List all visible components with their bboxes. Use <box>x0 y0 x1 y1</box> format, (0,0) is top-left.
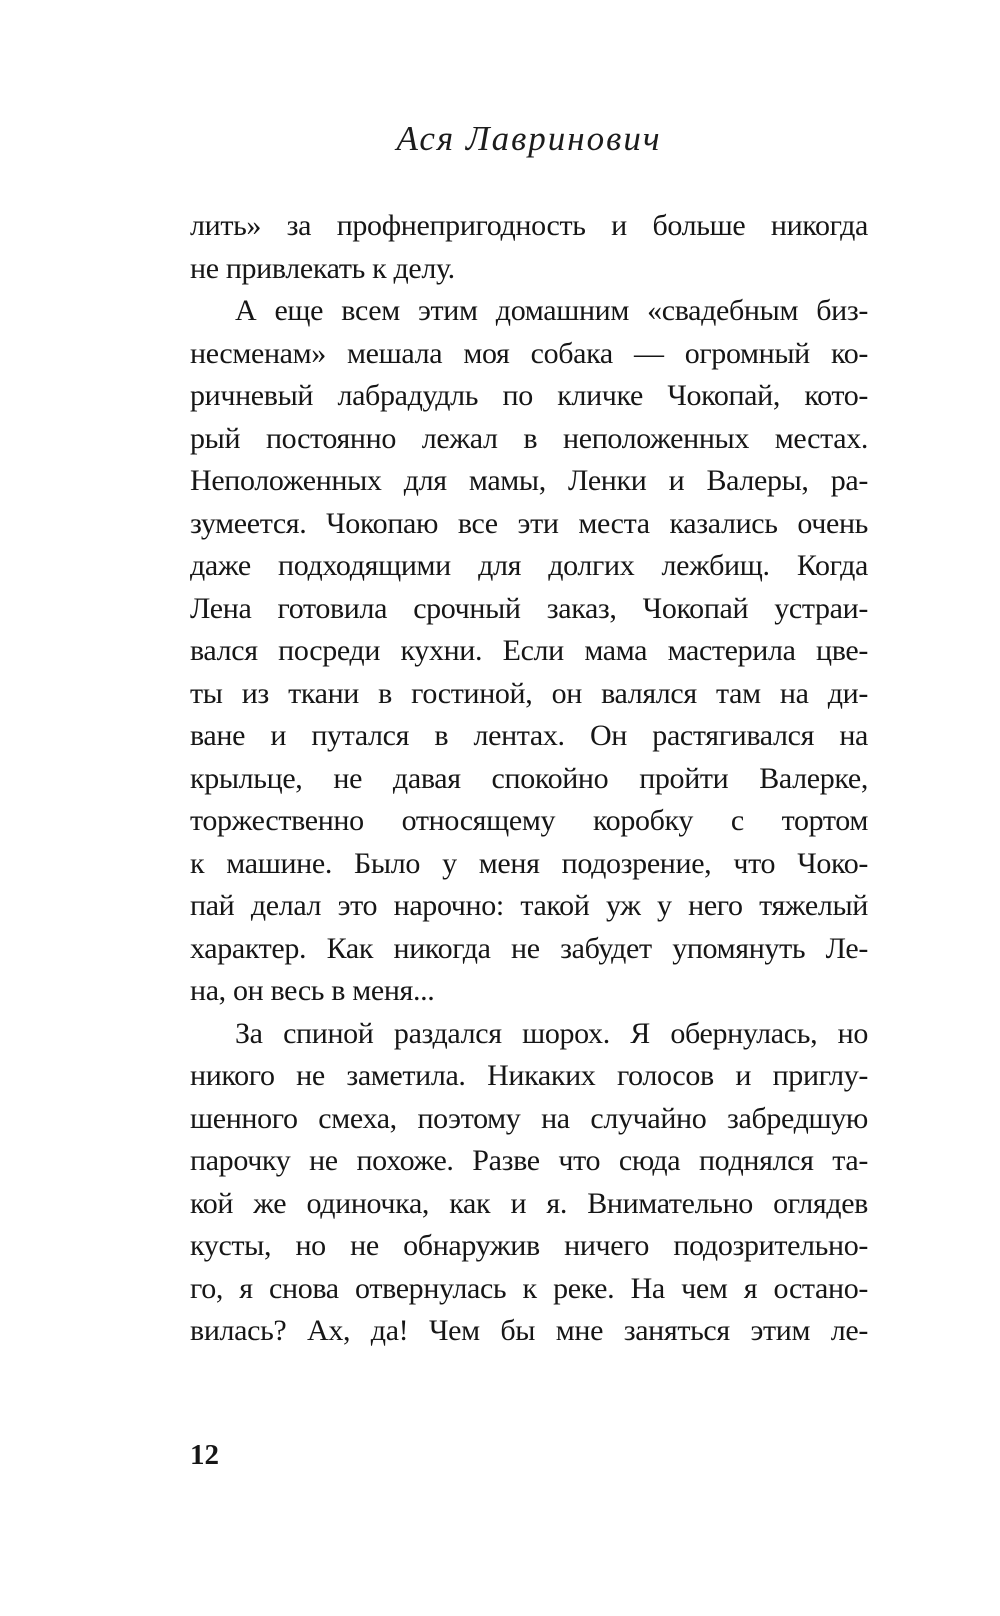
text-line: ты из ткани в гостиной, он валялся там на ди- <box>190 676 868 710</box>
text-line: го, я снова отвернулась к реке. На чем я остано- <box>190 1271 868 1305</box>
paragraph <box>190 290 868 1013</box>
text-line: Лена готовила срочный заказ, Чокопай устраи- <box>190 591 868 625</box>
text-line: никого не заметила. Никаких голосов и приглу- <box>190 1059 868 1092</box>
text-line: вилась? Ах, да! Чем бы мне заняться этим ле- <box>190 1314 868 1347</box>
text-line: зумеется. Чокопаю все эти места казались очень <box>190 506 868 540</box>
text-line: парочку не похоже. Разве что сюда поднялся та- <box>190 1144 868 1177</box>
text-line: пай делал это нарочно: такой уж у него тяжелый <box>190 889 868 922</box>
text-line: несменам» мешала моя собака — огромный ко- <box>190 336 868 370</box>
body-text <box>190 205 868 1353</box>
text-line: крыльце, не давая спокойно пройти Валерке, <box>190 761 868 795</box>
text-line: рый постоянно лежал в неположенных местах. <box>190 421 868 455</box>
text-line: А еще всем этим домашним «свадебным биз- <box>235 294 868 327</box>
text-line: на, он весь в меня... <box>190 974 435 1007</box>
text-line: торжественно относящему коробку с тортом <box>190 804 868 837</box>
text-line: кусты, но не обнаружив ничего подозрительно- <box>190 1229 868 1262</box>
text-line: Неположенных для мамы, Ленки и Валеры, ра- <box>190 464 868 497</box>
paragraph-continued <box>190 205 868 290</box>
page-number: 12 <box>190 1439 219 1471</box>
text-line: За спиной раздался шорох. Я обернулась, но <box>235 1016 868 1050</box>
text-line: не привлекать к делу. <box>190 251 455 285</box>
text-line: даже подходящими для долгих лежбищ. Когда <box>190 549 868 582</box>
paragraph <box>190 1013 868 1353</box>
text-line: кой же одиночка, как и я. Внимательно оглядев <box>190 1186 868 1220</box>
text-line: лить» за профнепригодность и больше никогда <box>190 209 868 242</box>
text-line: к машине. Было у меня подозрение, что Чоко- <box>190 846 868 880</box>
text-line: вался посреди кухни. Если мама мастерила цве- <box>190 634 868 667</box>
running-header-author: Ася Лавринович <box>396 119 662 158</box>
text-line: характер. Как никогда не забудет упомянуть Ле- <box>190 931 868 965</box>
text-line: шенного смеха, поэтому на случайно забредшую <box>190 1101 868 1135</box>
text-line: ричневый лабрадудль по кличке Чокопай, кото- <box>190 379 868 412</box>
text-line: ване и путался в лентах. Он растягивался на <box>190 719 868 752</box>
